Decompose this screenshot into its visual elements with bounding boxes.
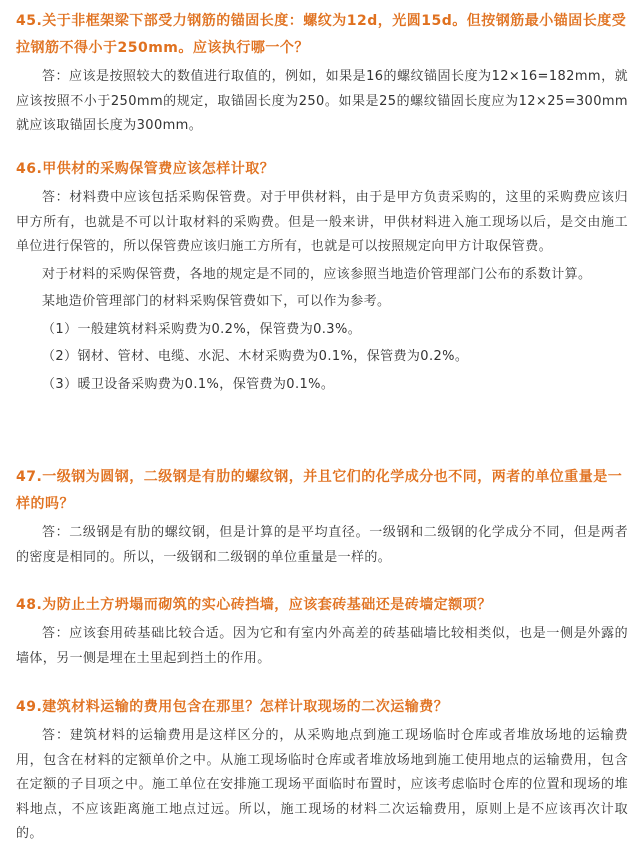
list-item: （2）钢材、管材、电缆、水泥、木材采购费为0.1%，保管费为0.2%。 (42, 349, 469, 364)
faq-item-45 (16, 8, 628, 139)
faq-item-47 (16, 464, 628, 570)
question-title: 49.建筑材料运输的费用包含在那里？怎样计取现场的二次运输费？ (16, 699, 449, 715)
body-paragraph: 某地造价管理部门的材料采购保管费如下，可以作为参考。 (42, 294, 391, 309)
faq-item-46 (16, 156, 628, 397)
answer-paragraph: 答：二级钢是有肋的螺纹钢，但是计算的是平均直径。一级钢和二级钢的化学成分不同，但是两者的密度是相同的。所以，一级钢和二级钢的单位重量是一样的。 (16, 525, 628, 565)
list-item: （3）暖卫设备采购费为0.1%，保管费为0.1%。 (42, 376, 335, 392)
answer-paragraph: 答：材料费中应该包括采购保管费。对于甲供材料，由于是甲方负责采购的，这里的采购费应该归甲方所有，也就是不可以计取材料的采购费。但是一般来讲，甲供材料进入施工现场以后，是交由施工单位进行保管的，所以保管费应该归施工方所有，也就是可以按照规定向甲方计取保管费。 (16, 190, 628, 254)
question-title: 46.甲供材的采购保管费应该怎样计取？ (16, 161, 275, 177)
answer-paragraph: 答：应该套用砖基础比较合适。因为它和有室内外高差的砖基础墙比较相类似，也是一侧是外露的墙体，另一侧是埋在土里起到挡土的作用。 (16, 626, 628, 666)
faq-item-49 (16, 694, 628, 847)
list-item: （1）一般建筑材料采购费为0.2%，保管费为0.3%。 (42, 321, 362, 337)
answer-paragraph: 答：建筑材料的运输费用是这样区分的，从采购地点到施工现场临时仓库或者堆放场地的运输费用，包含在材料的定额单价之中。从施工现场临时仓库或者堆放场地到施工使用地点的运输费用，包含在定额的子目项之中。施工单位在安排施工现场平面临时布置时，应该考虑临时仓库的位置和现场的堆料地点，不应该距离施工地点过远。所以，施工现场的材料二次运输费用，原则上是不应该再次计取的。 (16, 728, 628, 841)
body-paragraph: 对于材料的采购保管费，各地的规定是不同的，应该参照当地造价管理部门公布的系数计算。 (42, 266, 592, 282)
question-title: 47.一级钢为圆钢，二级钢是有肋的螺纹钢，并且它们的化学成分也不同，两者的单位重量是一样的吗？ (16, 469, 623, 512)
question-title: 45.关于非框架梁下部受力钢筋的锚固长度：螺纹为12d，光圆15d。但按钢筋最小锚固长度受拉钢筋不得小于250mm。应该执行哪一个？ (16, 13, 627, 56)
faq-item-48 (16, 592, 628, 671)
answer-paragraph: 答：应该是按照较大的数值进行取值的，例如，如果是16的螺纹锚固长度为12×16=182mm，就应该按照不小于250mm的规定，取锚固长度为250。如果是25的螺纹锚固长度应为12×25=300mm就应该取锚固长度为300mm。 (16, 69, 628, 133)
question-title: 48.为防止土方坍塌而砌筑的实心砖挡墙，应该套砖基础还是砖墙定额项？ (16, 597, 492, 613)
